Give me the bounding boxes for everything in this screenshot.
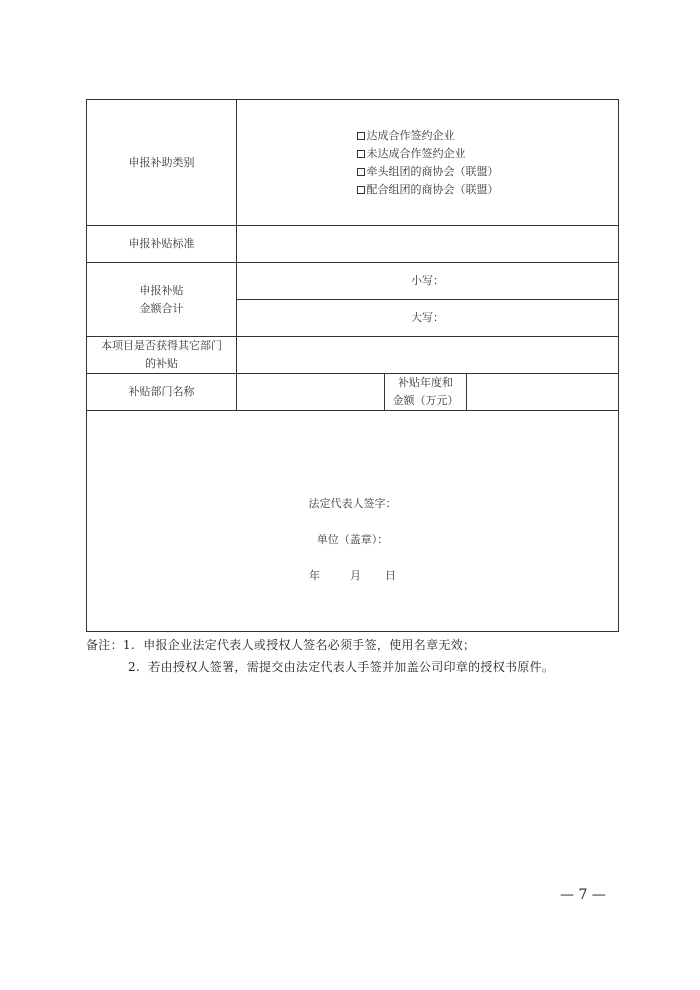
category-option[interactable]: 牵头组团的商协会（联盟）: [357, 163, 499, 181]
checkbox-icon[interactable]: [357, 150, 365, 158]
category-options-cell: [237, 100, 619, 226]
signature-date[interactable]: 年 月 日: [309, 569, 397, 582]
other-subsidy-value-cell[interactable]: [237, 337, 619, 374]
page-number: — 7 —: [560, 887, 606, 903]
checkbox-icon[interactable]: [357, 132, 365, 140]
category-option[interactable]: 未达成合作签约企业: [357, 145, 499, 163]
amount-upper-cell[interactable]: 大写：: [237, 300, 619, 337]
unit-seal[interactable]: 单位（盖章）：: [316, 533, 389, 546]
amount-label: 申报补贴 金额合计: [87, 263, 237, 337]
note-item: 备注：1. 申报企业法定代表人或授权人签名必须手签，使用名章无效；: [86, 638, 476, 652]
year-amount-value-cell[interactable]: [467, 374, 619, 411]
notes: [86, 634, 646, 678]
category-option[interactable]: 达成合作签约企业: [357, 127, 499, 145]
amount-lower-cell[interactable]: 小写：: [237, 263, 619, 300]
other-subsidy-label: 本项目是否获得其它部门 的补贴: [87, 337, 237, 374]
subsidy-application-table: [86, 99, 619, 632]
note-item: 2. 若由授权人签署，需提交由法定代表人手签并加盖公司印章的授权书原件。: [128, 660, 555, 674]
category-label: 申报补助类别: [87, 100, 237, 226]
dept-name-value-cell[interactable]: [237, 374, 385, 411]
signature-block: [87, 411, 618, 631]
checkbox-icon[interactable]: [357, 186, 365, 194]
legal-rep-signature[interactable]: 法定代表人签字：: [308, 497, 397, 510]
dept-name-label: 补贴部门名称: [87, 374, 237, 411]
category-options: [357, 127, 499, 199]
checkbox-icon[interactable]: [357, 168, 365, 176]
year-amount-label: 补贴年度和 金额（万元）: [385, 374, 467, 411]
notes-prefix: 备注：: [86, 638, 123, 652]
category-option[interactable]: 配合组团的商协会（联盟）: [357, 181, 499, 199]
signature-cell: [87, 411, 619, 632]
standard-value-cell[interactable]: [237, 226, 619, 263]
standard-label: 申报补贴标准: [87, 226, 237, 263]
